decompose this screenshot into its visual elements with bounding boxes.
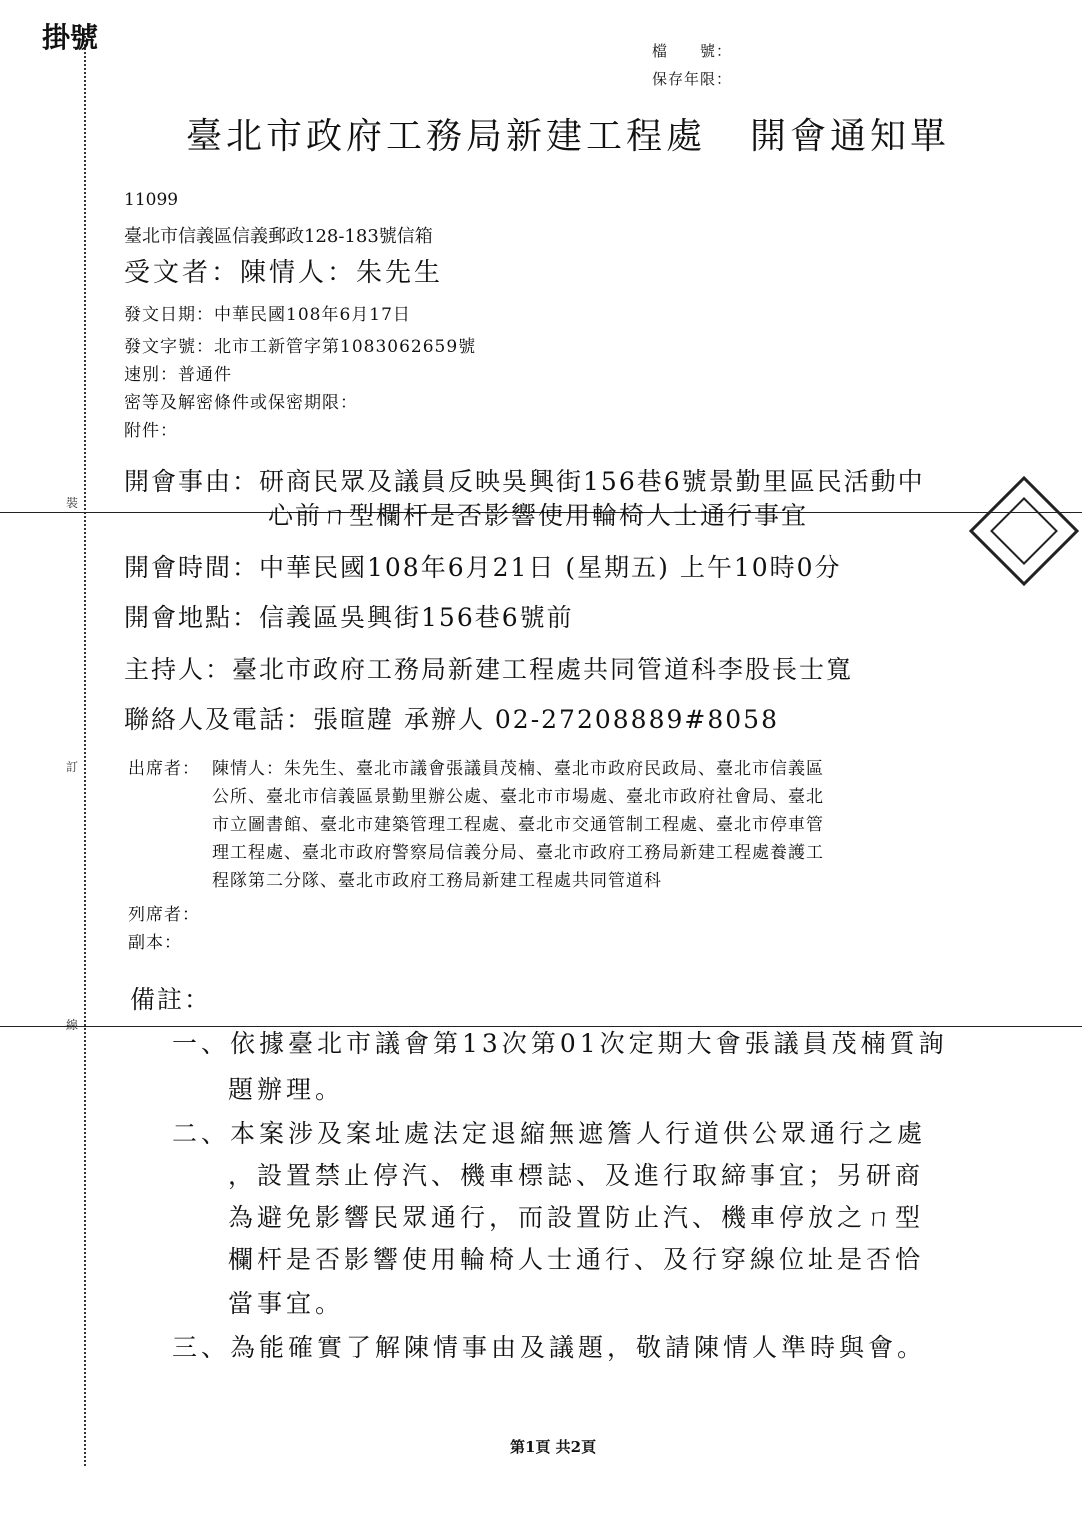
meeting-chair: 主持人：臺北市政府工務局新建工程處共同管道科李股長士寬 [124, 655, 854, 684]
title-org: 臺北市政府工務局新建工程處 [186, 116, 707, 157]
binding-mark-zhuang: 裝 [66, 496, 79, 510]
meeting-subject-line2: 心前ㄇ型欄杆是否影響使用輪椅人士通行事宜 [268, 501, 809, 530]
secrecy-level: 密等及解密條件或保密期限： [124, 393, 358, 413]
note-item: 二、本案涉及案址處法定退縮無遮簷人行道供公眾通行之處 [172, 1119, 927, 1148]
note-item: 三、為能確實了解陳情事由及議題，敬請陳情人準時與會。 [172, 1333, 927, 1362]
document-number: 發文字號：北市工新管字第1083062659號 [124, 337, 477, 357]
recipient: 受文者：陳情人：朱先生 [124, 258, 444, 288]
registered-mail-mark: 掛號 [42, 21, 99, 54]
issue-date: 發文日期：中華民國108年6月17日 [124, 305, 411, 325]
observers-label: 列席者： [128, 905, 200, 925]
page-title [186, 108, 950, 159]
retention-period-label: 保存年限： [652, 70, 733, 88]
attendees-label: 出席者： [128, 759, 200, 779]
attendees-line: 程隊第二分隊、臺北市政府工務局新建工程處共同管道科 [212, 871, 662, 891]
binding-mark-xian: 線 [66, 1018, 79, 1032]
title-doc-type: 開會通知單 [750, 116, 951, 157]
note-item: 為避免影響民眾通行，而設置防止汽、機車停放之ㄇ型 [228, 1203, 925, 1232]
note-item: 欄杆是否影響使用輪椅人士通行、及行穿線位址是否恰 [228, 1245, 925, 1274]
note-item: ，設置禁止停汽、機車標誌、及進行取締事宜；另研商 [228, 1161, 925, 1190]
attendees-line: 市立圖書館、臺北市建築管理工程處、臺北市交通管制工程處、臺北市停車管 [212, 815, 824, 835]
note-item: 當事宜。 [228, 1289, 345, 1318]
official-seal-stamp [969, 476, 1079, 586]
copy-label: 副本： [128, 933, 182, 953]
notes-label: 備註： [130, 985, 212, 1014]
note-item: 題辦理。 [228, 1075, 345, 1104]
meeting-subject-line1: 開會事由：研商民眾及議員反映吳興街156巷6號景勤里區民活動中 [124, 467, 925, 496]
attachment: 附件： [124, 421, 178, 441]
file-number-label: 檔 號： [652, 42, 733, 60]
page-number: 第1頁 共2頁 [510, 1438, 597, 1456]
attendees-line: 公所、臺北市信義區景勤里辦公處、臺北市市場處、臺北市政府社會局、臺北 [212, 787, 824, 807]
note-item: 一、依據臺北市議會第13次第01次定期大會張議員茂楠質詢 [172, 1029, 948, 1058]
binding-mark-ding: 訂 [66, 760, 79, 774]
meeting-place: 開會地點：信義區吳興街156巷6號前 [124, 603, 574, 632]
binding-dotted-line [84, 36, 86, 1466]
attendees-line: 陳情人：朱先生、臺北市議會張議員茂楠、臺北市政府民政局、臺北市信義區 [212, 759, 824, 779]
mailing-address: 臺北市信義區信義郵政128-183號信箱 [124, 226, 433, 247]
delivery-speed: 速別：普通件 [124, 365, 232, 385]
meeting-time: 開會時間：中華民國108年6月21日 (星期五) 上午10時0分 [124, 553, 842, 582]
attendees-line: 理工程處、臺北市政府警察局信義分局、臺北市政府工務局新建工程處養護工 [212, 843, 824, 863]
postal-code: 11099 [124, 190, 179, 210]
contact-person: 聯絡人及電話：張暄韙 承辦人 02-27208889#8058 [124, 705, 779, 734]
